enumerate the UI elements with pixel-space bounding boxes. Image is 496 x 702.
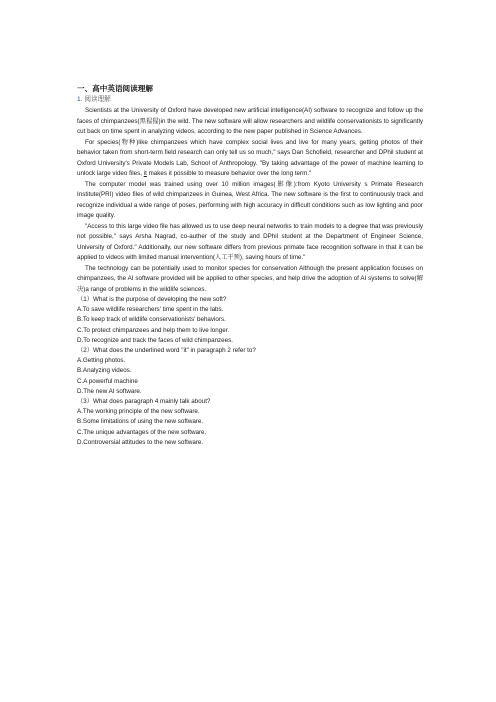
- answer-option-b: B.Analyzing videos.: [77, 367, 132, 375]
- document-content: [77, 84, 423, 448]
- answer-option-d: D.The new AI software.: [77, 387, 142, 395]
- answer-option-b: B.To keep track of wildlife conservationists' behaviors.: [77, 316, 226, 324]
- passage-paragraph-2: [77, 138, 423, 180]
- answer-option-d: D.To recognize and track the faces of wild chimpanzees.: [77, 336, 233, 344]
- answer-option-a: A.The working principle of the new software.: [77, 408, 200, 416]
- question-3: [77, 397, 423, 448]
- answer-option-d: D.Controversial attitudes to the new software.: [77, 438, 204, 446]
- question-stem: （1）What is the purpose of developing the new soft?: [77, 296, 227, 303]
- question-2: [77, 346, 423, 397]
- passage-paragraph-1: Scientists at the University of Oxford have developed new artificial intelligence(AI) software to recognize and follow up the faces of chimpanzees(黑猩猩)in the wild. The new software will allow researchers and wildlife conservationists to significantly cut back on time spent in analyzing videos, according to the new paper published in Science Advances.: [77, 107, 423, 135]
- subsection-label: 阅读理解: [84, 95, 111, 103]
- answer-option-a: A.To save wildlife researchers' time spent in the labs.: [77, 306, 224, 314]
- answer-option-c: C.The unique advantages of the new software.: [77, 428, 207, 436]
- question-stem: （3）What does paragraph 4 mainly talk about?: [77, 398, 211, 406]
- question-1: [77, 295, 423, 346]
- answer-option-a: A.Getting photos.: [77, 357, 126, 365]
- subsection-number: 1.: [77, 96, 83, 103]
- answer-option-c: C.A powerful machine: [77, 377, 138, 385]
- question-list: [77, 295, 423, 448]
- passage-paragraph-4: "Access to this large video file has allowed us to use deep neural networks to train models to a degree that was previously not possible," says Arsha Nagrad, co-auther of the study and DPhil student at the Department of Engineer Science, University of Oxford." Additionally, our new software differs from previous primate face recognition software in that it can be applied to videos with limited manual intervention(人工干预), saving hours of time.": [77, 222, 423, 261]
- paragraph-2-text-start: For species(物种)like chimpanzees which have complex social lives and live for many years, getting photos of their behavior taken from short-term field research can only tell us so much," says Dan Schofield, researcher and DPhil student at Oxford University's Private Models Lab, School of Anthropology. "By taking advantage of the power of machine learning to unlock large video files,: [77, 138, 423, 177]
- passage-paragraph-5: The technology can be potentially used to monitor species for conservation Although the present application focuses on chimpanzees, the AI software provided will be applied to other species, and help drive the adoption of AI systems to solve(解决)a range of problems in the wildlife sciences.: [77, 264, 423, 293]
- question-stem: （2）What does the underlined word "it" in paragraph 2 refer to?: [77, 347, 256, 355]
- section-title: 一、高中英语阅读理解: [77, 84, 153, 93]
- answer-option-c: C.To protect chimpanzees and help them to live longer.: [77, 326, 230, 334]
- underlined-word-it: it: [143, 170, 147, 177]
- passage-paragraph-3: The computer model was trained using over 10 million images(影像):from Kyoto University s Primate Research Institute(PRI) video files of wild chimpanzees in Guinea, West Africa. The new software is the first to continuously track and recognize individual a wide range of poses, performing with high accuracy in difficult conditions such as low lighting and poor image quality.: [77, 180, 423, 219]
- paragraph-2-text-end: makes it possible to measure behavior over the long term.": [146, 170, 312, 177]
- subsection-heading: [77, 95, 423, 104]
- answer-option-b: B.Some limitations of using the new software.: [77, 418, 204, 426]
